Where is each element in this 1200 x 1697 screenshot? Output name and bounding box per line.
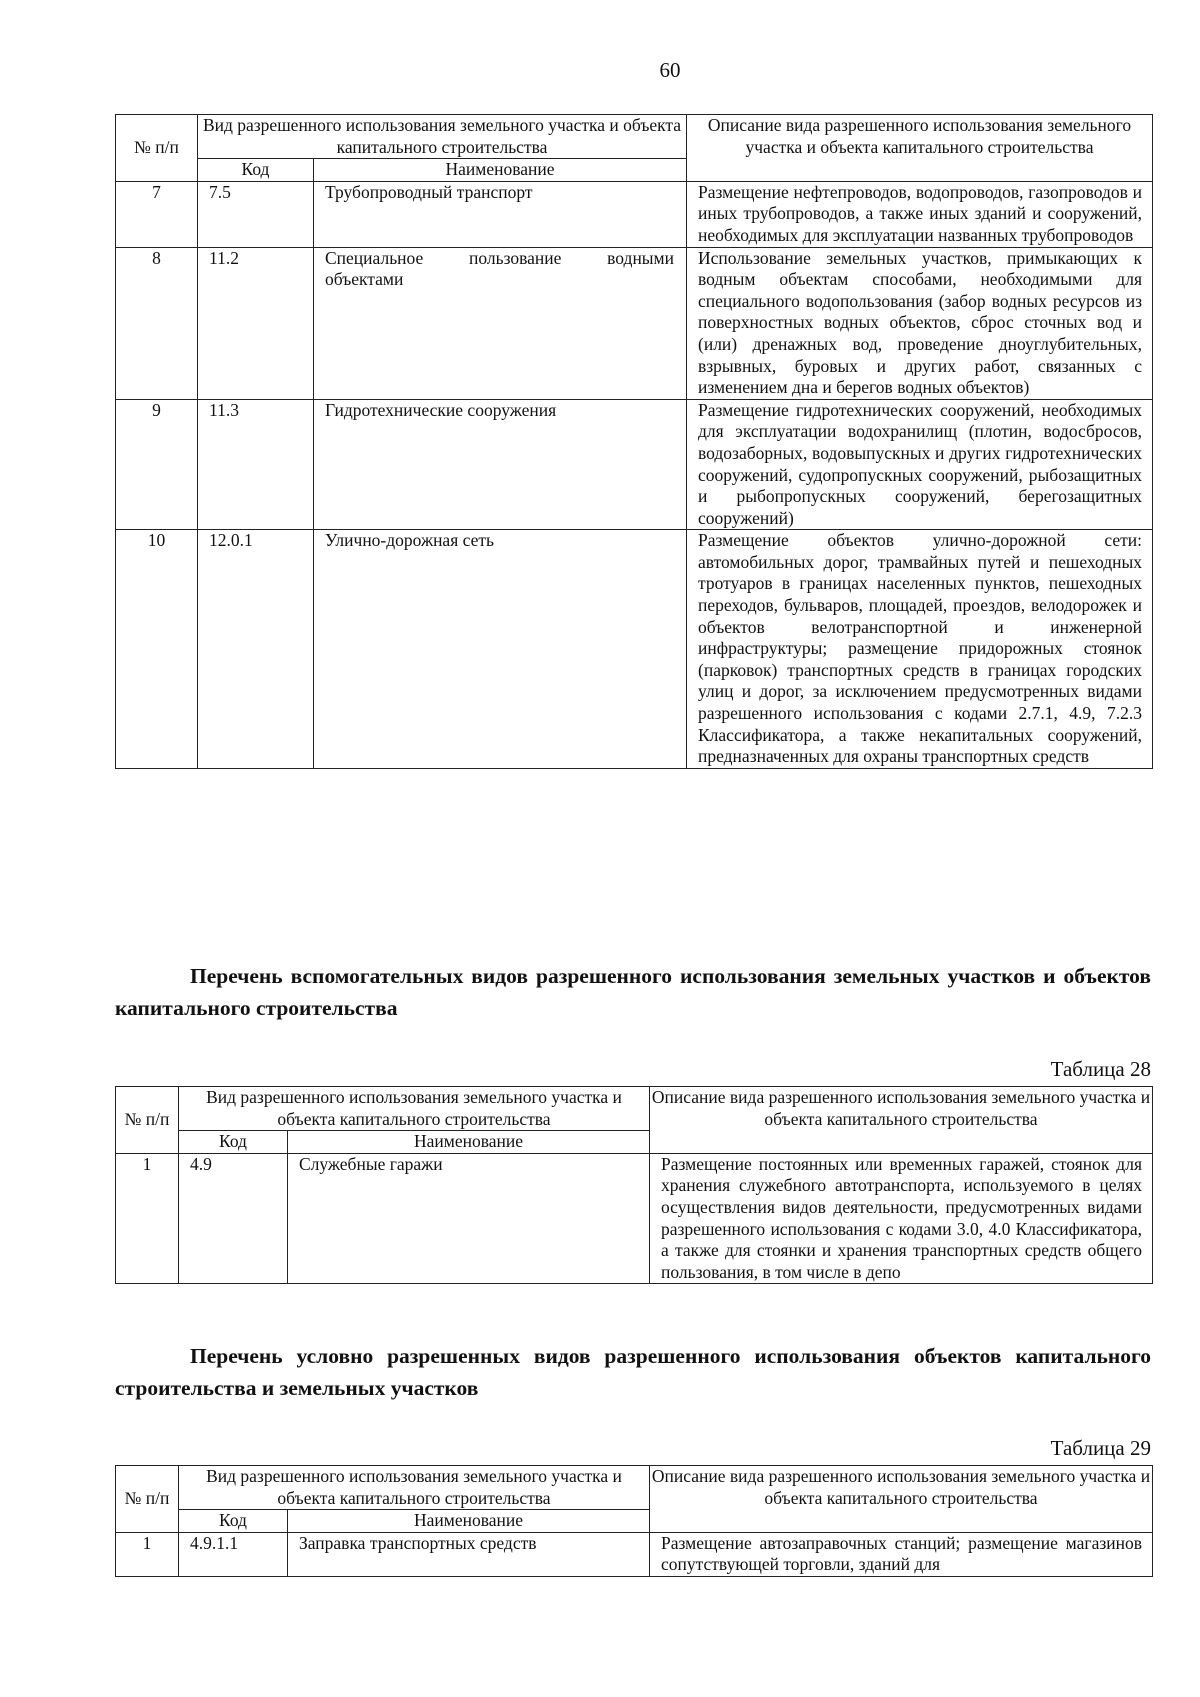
row-name: Служебные гаражи xyxy=(288,1153,650,1284)
row-num: 7 xyxy=(116,181,198,247)
row-num: 1 xyxy=(116,1153,179,1284)
header-num: № п/п xyxy=(116,1466,179,1533)
header-group: Вид разрешенного использования земельного участка и объекта капитального строительства xyxy=(179,1466,650,1510)
row-name: Заправка транспортных средств xyxy=(288,1532,650,1576)
row-num: 10 xyxy=(116,530,198,769)
row-code: 4.9.1.1 xyxy=(179,1532,288,1576)
header-num: № п/п xyxy=(116,115,198,182)
row-description: Размещение автозаправочных станций; размещение магазинов сопутствующей торговли, зданий для xyxy=(650,1532,1153,1576)
row-code: 11.3 xyxy=(198,399,314,530)
header-description: Описание вида разрешенного использования земельного участка и объекта капитального строительства xyxy=(650,1466,1153,1533)
row-num: 8 xyxy=(116,247,198,399)
header-group: Вид разрешенного использования земельного участка и объекта капитального строительства xyxy=(179,1087,650,1131)
land-use-table-28 xyxy=(115,1086,1153,1284)
header-code: Код xyxy=(179,1510,288,1533)
row-code: 7.5 xyxy=(198,181,314,247)
row-description: Размещение нефтепроводов, водопроводов, газопроводов и иных трубопроводов, а также иных зданий и сооружений, необходимых для эксплуатации названных трубопроводов xyxy=(687,181,1153,247)
table-28-caption: Таблица 28 xyxy=(1050,1057,1151,1081)
table-row xyxy=(116,181,1153,247)
row-code: 12.0.1 xyxy=(198,530,314,769)
header-name: Наименование xyxy=(288,1131,650,1154)
row-code: 4.9 xyxy=(179,1153,288,1284)
table-row xyxy=(116,247,1153,399)
header-name: Наименование xyxy=(314,159,687,182)
table-row xyxy=(116,1153,1153,1284)
table-row xyxy=(116,399,1153,530)
header-num: № п/п xyxy=(116,1087,179,1154)
header-description: Описание вида разрешенного использования земельного участка и объекта капитального строительства xyxy=(650,1087,1153,1154)
auxiliary-heading: Перечень вспомогательных видов разрешенного использования земельных участков и объектов капитального строительства xyxy=(115,964,1151,1020)
row-num: 1 xyxy=(116,1532,179,1576)
header-name: Наименование xyxy=(288,1510,650,1533)
table-29-caption: Таблица 29 xyxy=(1050,1436,1151,1460)
row-description: Использование земельных участков, примыкающих к водным объектам способами, необходимыми для специального водопользования (забор водных ресурсов из поверхностных водных объектов, сброс сточных вод и (или) дренажных вод, проведение дноуглубительных, взрывных, буровых и других работ, связанных с изменением дна и берегов водных объектов) xyxy=(687,247,1153,399)
row-num: 9 xyxy=(116,399,198,530)
conditional-heading: Перечень условно разрешенных видов разрешенного использования объектов капитального строительства и земельных участков xyxy=(115,1344,1151,1400)
row-description: Размещение объектов улично-дорожной сети: автомобильных дорог, трамвайных путей и пешеходных тротуаров в границах населенных пунктов, пешеходных переходов, бульваров, площадей, проездов, велодорожек и объектов велотранспортной и инженерной инфраструктуры; размещение придорожных стоянок (парковок) транспортных средств в границах городских улиц и дорог, за исключением предусмотренных видами разрешенного использования с кодами 2.7.1, 4.9, 7.2.3 Классификатора, а также некапитальных сооружений, предназначенных для охраны транспортных средств xyxy=(687,530,1153,769)
row-description: Размещение постоянных или временных гаражей, стоянок для хранения служебного автотранспорта, используемого в целях осуществления видов деятельности, предусмотренных видами разрешенного использования с кодами 3.0, 4.0 Классификатора, а также для стоянки и хранения транспортных средств общего пользования, в том числе в депо xyxy=(650,1153,1153,1284)
row-name: Специальное пользование водными объектами xyxy=(314,247,687,399)
row-name: Улично-дорожная сеть xyxy=(314,530,687,769)
header-group: Вид разрешенного использования земельного участка и объекта капитального строительства xyxy=(198,115,687,159)
page-number: 60 xyxy=(659,58,681,82)
header-code: Код xyxy=(179,1131,288,1154)
table-row xyxy=(116,530,1153,769)
header-description: Описание вида разрешенного использования земельного участка и объекта капитального строительства xyxy=(687,115,1153,182)
row-name: Трубопроводный транспорт xyxy=(314,181,687,247)
row-code: 11.2 xyxy=(198,247,314,399)
land-use-table-29 xyxy=(115,1465,1153,1577)
land-use-table-main xyxy=(115,114,1153,769)
header-code: Код xyxy=(198,159,314,182)
row-description: Размещение гидротехнических сооружений, необходимых для эксплуатации водохранилищ (плотин, водосбросов, водозаборных, водовыпускных и других гидротехнических сооружений, судопропускных сооружений, рыбозащитных и рыбопропускных сооружений, берегозащитных сооружений) xyxy=(687,399,1153,530)
table-row xyxy=(116,1532,1153,1576)
row-name: Гидротехнические сооружения xyxy=(314,399,687,530)
